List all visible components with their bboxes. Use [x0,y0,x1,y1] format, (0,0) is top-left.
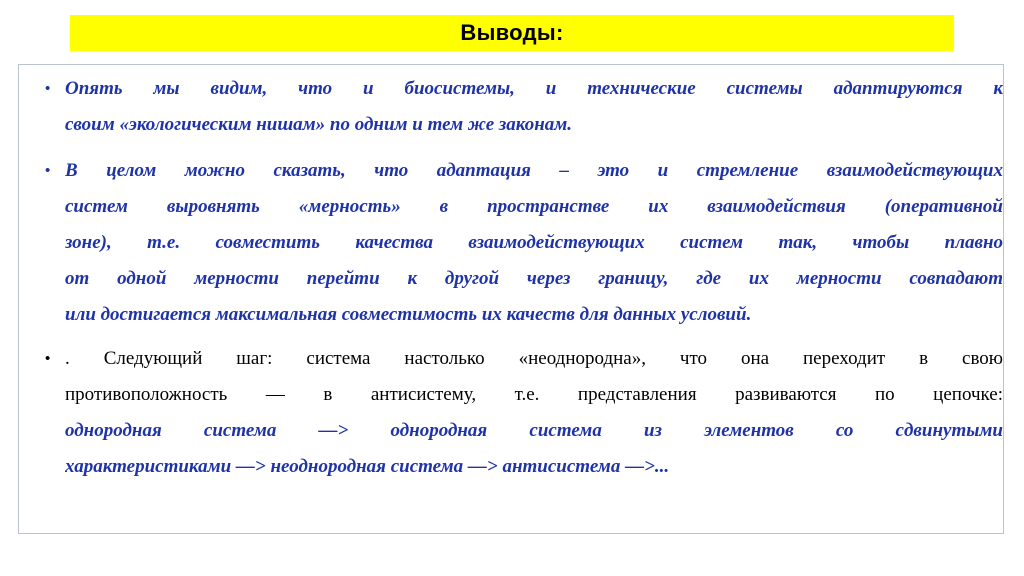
bullet-marker: • [45,350,51,367]
bullet-3-line-2: противоположность — в антисистему, т.е. представления развиваются по цепочке: [65,384,1003,405]
bullet-marker: • [45,80,51,97]
bullet-item-3 [45,341,1003,485]
bullet-3-line-1: . Следующий шаг: система настолько «неоднородна», что она переходит в свою [65,348,1003,369]
bullet-3-line-3: однородная система —> однородная система из элементов со сдвинутыми [65,420,1003,441]
slide-title: Выводы: [460,20,564,45]
bullet-2-line-5: или достигается максимальная совместимость их качеств для данных условий. [65,304,752,325]
bullet-1-line-2: своим «экологическим нишам» по одним и тем же законам. [65,114,573,135]
bullet-marker: • [45,162,51,179]
bullet-2-line-3: зоне), т.е. совместить качества взаимодействующих систем так, чтобы плавно [65,232,1003,253]
bullet-3-line-4: характеристиками —> неоднородная система —> антисистема —>... [65,456,670,477]
bullet-2-line-1: В целом можно сказать, что адаптация – это и стремление взаимодействующих [65,160,1003,181]
bullet-2-line-2: систем выровнять «мерность» в пространстве их взаимодействия (оперативной [65,196,1003,217]
bullet-1-line-1: Опять мы видим, что и биосистемы, и технические системы адаптируются к [65,78,1003,99]
bullet-item-1 [45,71,1003,143]
bullet-2-line-4: от одной мерности перейти к другой через границу, где их мерности совпадают [65,268,1003,289]
title-banner [70,15,954,51]
bullet-item-2 [45,153,1003,333]
content-box [18,64,1004,534]
